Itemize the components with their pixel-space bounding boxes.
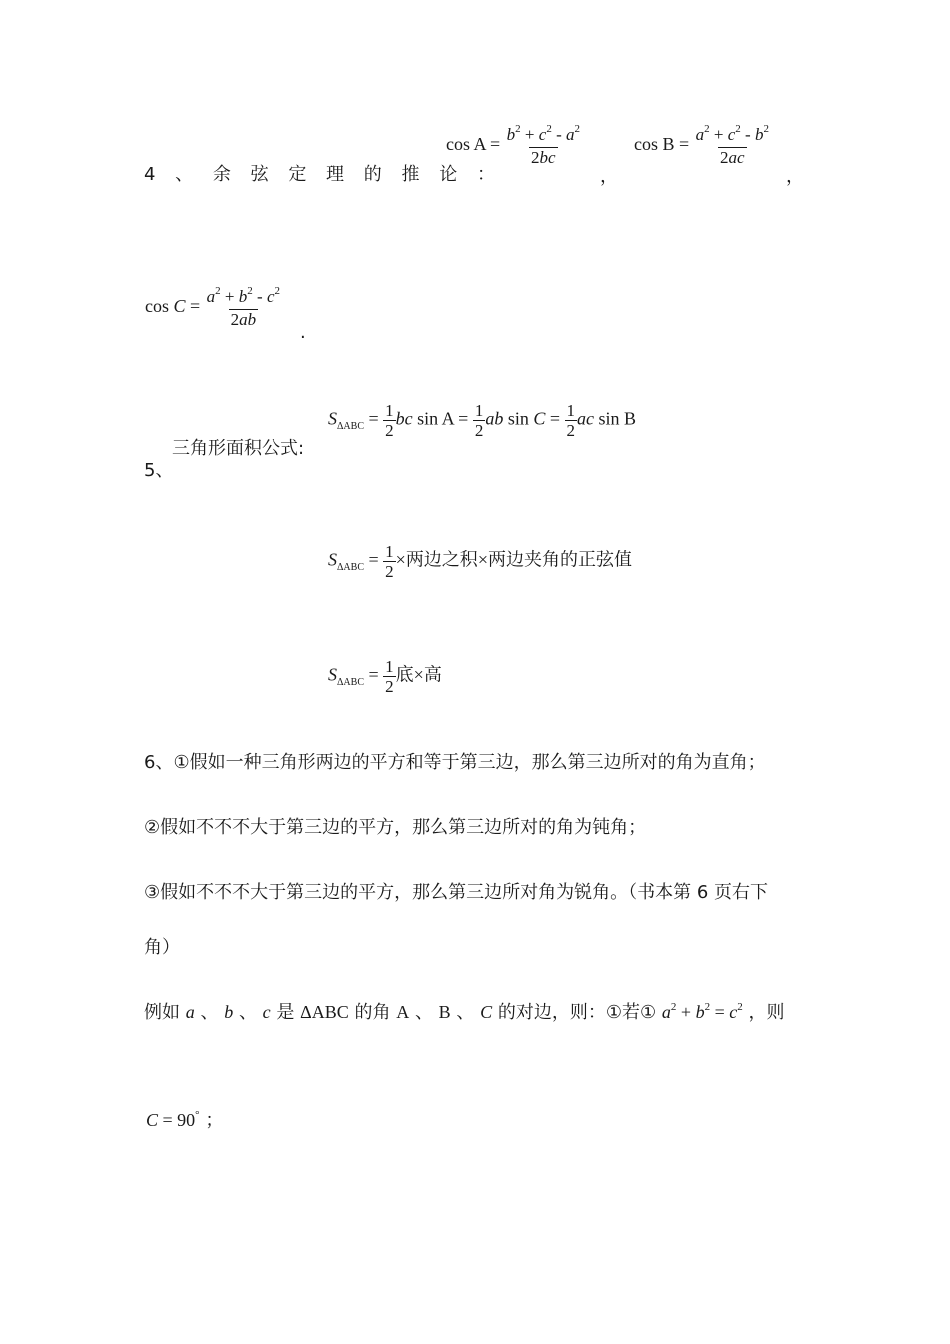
formula-cos-b: cos B = $\frac{a^2 + c^2 - b^2}{2ac}$ [634,123,769,167]
fraction-cos-c: $\frac{a^2 + b^2 - c^2}{2ab}$ [206,285,280,329]
item6-line4: 角） [144,937,180,958]
period: . [300,322,306,343]
formula-area-sine: $S_{\Delta ABC}$ = $\frac{1}{2}$ bc sin A = $\frac{1}{2}$ ab sin C = $\frac{1}{2}$ ac sin B [328,401,637,440]
word-height: 高 [423,664,442,686]
formula-cos-a: cos A = $\frac{b^2 + c^2 - a^2}{2bc}$ [446,123,580,167]
formula-area-words: $S_{\Delta ABC}$ = $\frac{1}{2}$ ×两边之积×两边夹角的正弦值 [328,542,632,581]
words-sine: 两边夹角的正弦值 [487,549,632,571]
item5-number: 5、 [144,460,174,481]
item5-label: 三角形面积公式: [172,438,305,459]
example-prefix: 例如 [144,1002,180,1023]
formula-area-base-height: $S_{\Delta ABC}$ = $\frac{1}{2}$ 底×高 [328,657,442,696]
fraction-cos-a: $\frac{b^2 + c^2 - a^2}{2bc}$ [506,123,580,167]
item4-label-text: 4 、 余 弦 定 理 的 推 论 ： [144,164,502,185]
formula-cos-c: cos C = $\frac{a^2 + b^2 - c^2}{2ab}$ [145,285,280,329]
comma-2: ， [786,166,804,187]
angle-c-result: C = 90° ； [146,1109,224,1131]
example-line: 例如 a 、 b 、 c 是 ΔABC 的角 A 、 B 、 C 的对边，则：①若① $a^2 + b^2 = c^2$ ，则 [144,1001,785,1023]
fraction-cos-b: $\frac{a^2 + c^2 - b^2}{2ac}$ [695,123,769,167]
item6-line3: ③假如不不不大于第三边的平方，那么第三边所对角为锐角。（书本第 6 页右下 [144,882,769,903]
item6-line2: ②假如不不不大于第三边的平方，那么第三边所对的角为钝角； [144,817,647,838]
words-product: 两边之积 [405,549,478,571]
comma-1: ， [600,166,618,187]
item6-line1: 6、①假如一种三角形两边的平方和等于第三边，那么第三边所对的角为直角； [144,752,766,773]
word-base: 底 [395,664,414,686]
